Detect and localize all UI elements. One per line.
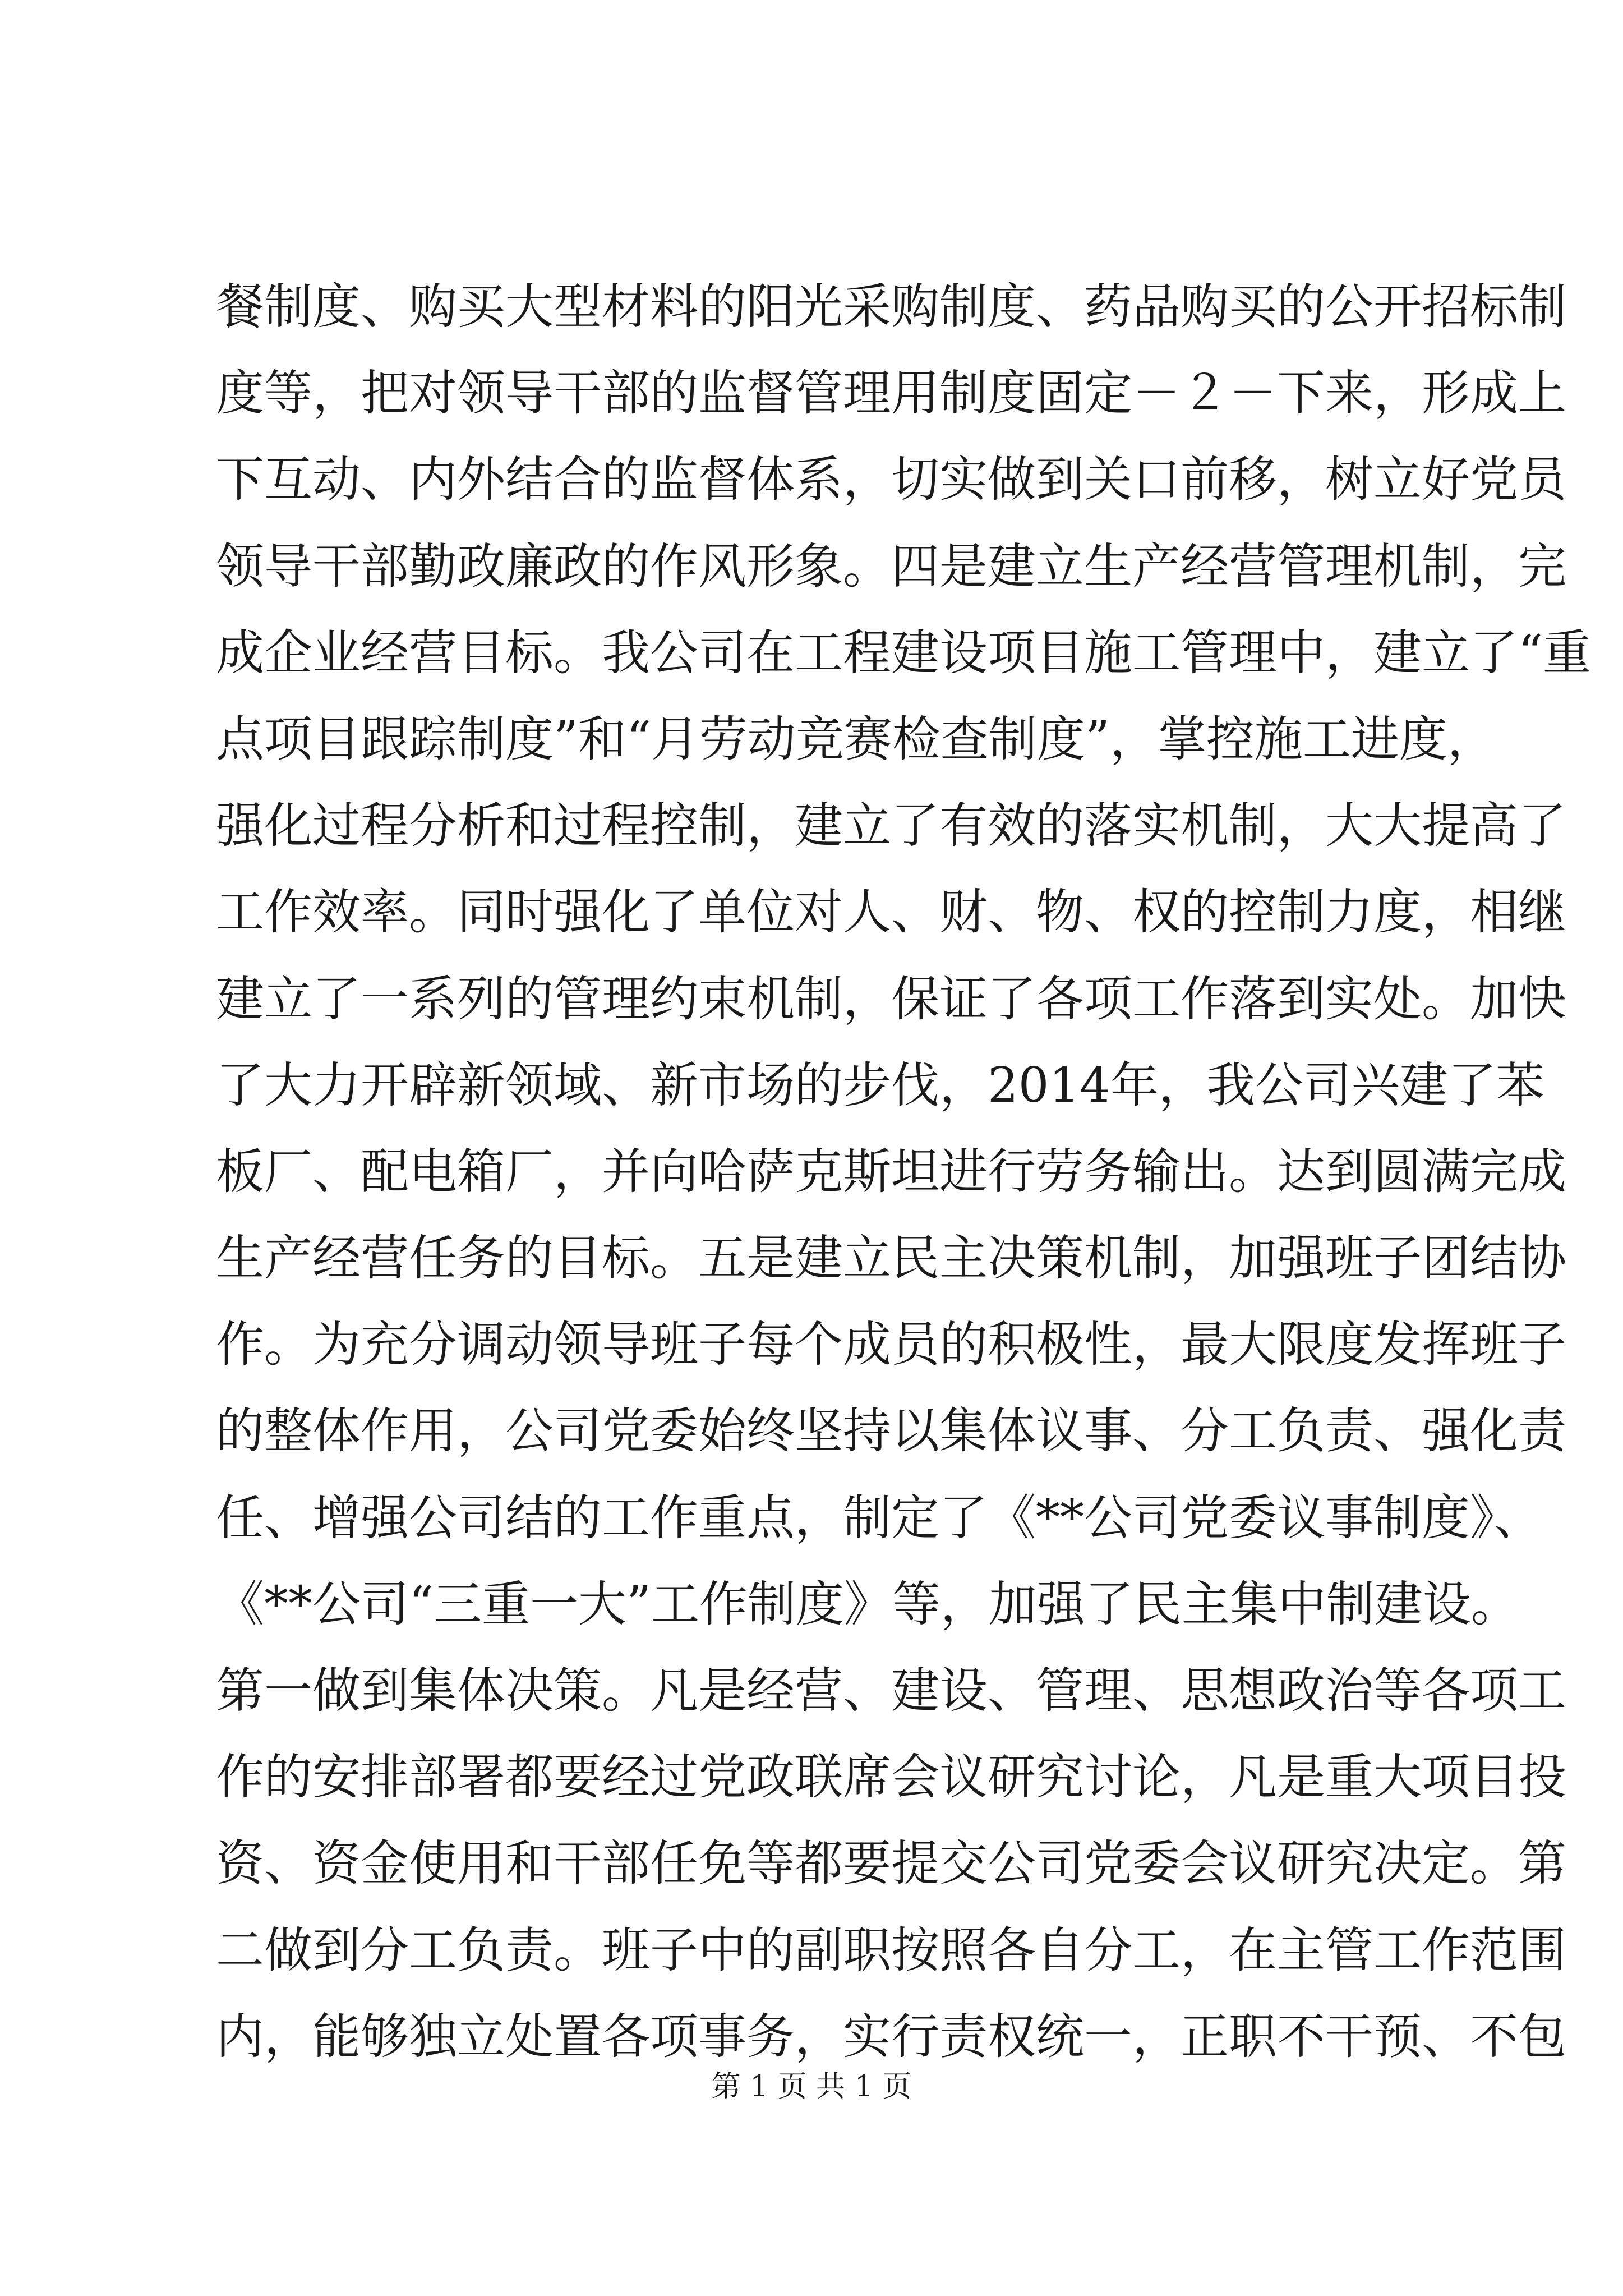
text-line: 板厂、配电箱厂，并向哈萨克斯坦进行劳务输出。达到圆满完成: [216, 1143, 1566, 1200]
text-line: 下互动、内外结合的监督体系，切实做到关口前移，树立好党员: [216, 452, 1566, 508]
text-line: 度等，把对领导干部的监督管理用制度固定－２－下来，形成上: [216, 365, 1566, 422]
text-line: 作的安排部署都要经过党政联席会议研究讨论，凡是重大项目投: [216, 1749, 1566, 1806]
text-line: 建立了一系列的管理约束机制，保证了各项工作落到实处。加快: [216, 970, 1566, 1027]
text-line: 领导干部勤政廉政的作风形象。四是建立生产经营管理机制，完: [216, 538, 1566, 595]
text-line: 餐制度、购买大型材料的阳光采购制度、药品购买的公开招标制: [216, 279, 1566, 335]
text-line: 第一做到集体决策。凡是经营、建设、管理、思想政治等各项工: [216, 1663, 1566, 1719]
text-line: 生产经营任务的目标。五是建立民主决策机制，加强班子团结协: [216, 1230, 1566, 1287]
text-line: 强化过程分析和过程控制，建立了有效的落实机制，大大提高了: [216, 798, 1566, 854]
text-line: 成企业经营目标。我公司在工程建设项目施工管理中，建立了“重: [216, 624, 1591, 681]
text-line: 任、增强公司结的工作重点，制定了《**公司党委议事制度》、: [216, 1489, 1542, 1546]
text-line: 作。为充分调动领导班子每个成员的积极性，最大限度发挥班子: [216, 1317, 1566, 1373]
page-number-footer: 第 1 页 共 1 页: [711, 2070, 912, 2104]
text-line: 资、资金使用和干部任免等都要提交公司党委会议研究决定。第: [216, 1835, 1566, 1892]
text-line: 工作效率。同时强化了单位对人、财、物、权的控制力度，相继: [216, 884, 1566, 941]
text-line: 内，能够独立处置各项事务，实行责权统一，正职不干预、不包: [216, 2008, 1566, 2065]
text-line: 点项目跟踪制度”和“月劳动竞赛检查制度”，掌控施工进度，: [216, 711, 1496, 767]
text-line: 《**公司“三重一大”工作制度》等，加强了民主集中制建设。: [216, 1576, 1519, 1632]
text-line: 二做到分工负责。班子中的副职按照各自分工，在主管工作范围: [216, 1922, 1566, 1978]
text-line: 的整体作用，公司党委始终坚持以集体议事、分工负责、强化责: [216, 1403, 1566, 1460]
document-body: [216, 264, 1591, 2080]
text-line: 了大力开辟新领域、新市场的步伐，2014年，我公司兴建了苯: [216, 1057, 1544, 1114]
